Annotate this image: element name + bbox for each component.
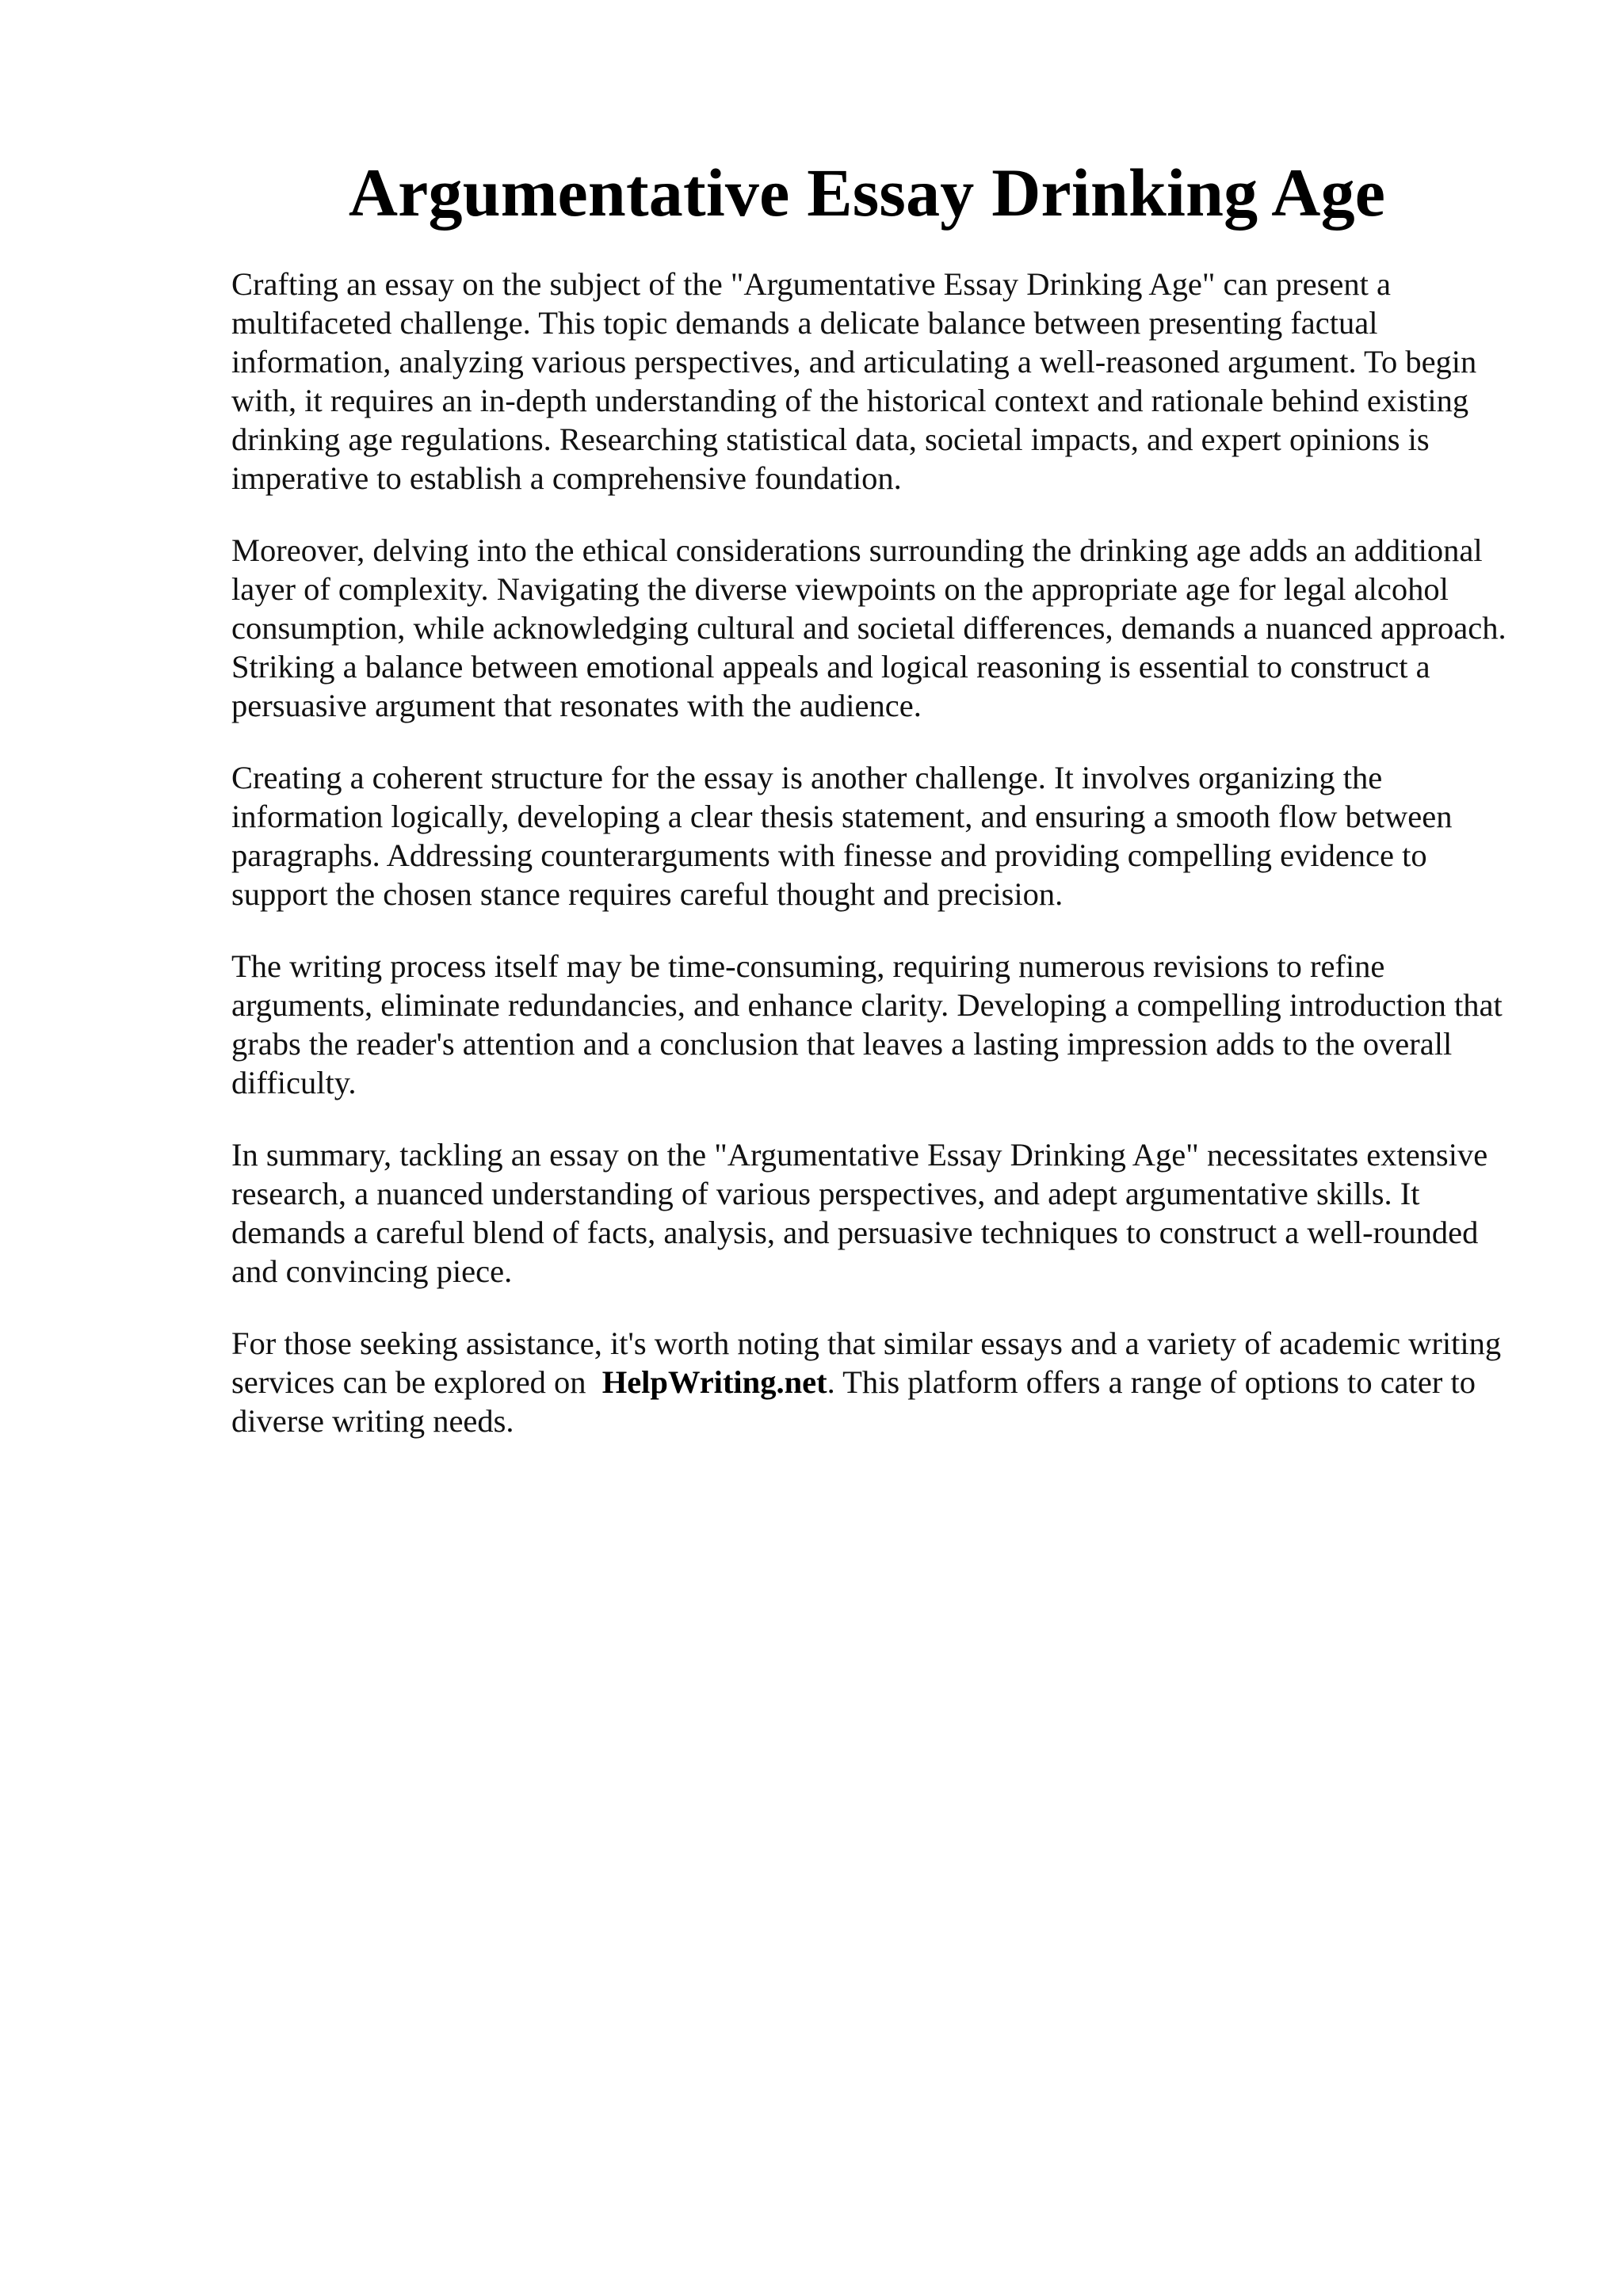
paragraph-6-intro: For those seeking assistance, it's worth noting that similar essays and a variety of academic writing services can be explored on bbox=[231, 1325, 1502, 1400]
paragraph-3: Creating a coherent structure for the essay is another challenge. It involves organizing the information logically, developing a clear thesis statement, and ensuring a smooth flow between paragraphs. Addressing counterarguments with finesse and providing compelling evidence to support the chosen stance requires careful thought and precision. bbox=[231, 760, 1453, 912]
paragraph-5: In summary, tackling an essay on the "Argumentative Essay Drinking Age" necessitates extensive research, a nuanced understanding of various perspectives, and adept argumentative skills. It demands a careful blend of facts, analysis, and persuasive techniques to construct a well-rounded and convincing piece. bbox=[231, 1137, 1488, 1289]
page-title: Argumentative Essay Drinking Age bbox=[348, 154, 1386, 231]
paragraph-2: Moreover, delving into the ethical considerations surrounding the drinking age adds an additional layer of complexity. Navigating the diverse viewpoints on the appropriate age for legal alcohol consumption, while acknowledging cultural and societal differences, demands a nuanced approach. Striking a balance between emotional appeals and logical reasoning is essential to construct a persuasive argument that resonates with the audience. bbox=[231, 532, 1507, 723]
paragraph-4: The writing process itself may be time-consuming, requiring numerous revisions to refine arguments, eliminate redundancies, and enhance clarity. Developing a compelling introduction that grabs the reader's attention and a conclusion that leaves a lasting impression adds to the overall difficulty. bbox=[231, 948, 1503, 1100]
paragraph-6 bbox=[231, 1324, 1515, 1440]
paragraph-1: Crafting an essay on the subject of the "Argumentative Essay Drinking Age" can present a multifaceted challenge. This topic demands a delicate balance between presenting factual information, analyzing various perspectives, and articulating a well-reasoned argument. To begin with, it requires an in-depth understanding of the historical context and rationale behind existing drinking age regulations. Researching statistical data, societal impacts, and expert opinions is imperative to establish a comprehensive foundation. bbox=[231, 266, 1477, 496]
essay-body bbox=[231, 265, 1515, 1474]
brand-name: HelpWriting.net bbox=[601, 1364, 827, 1400]
paragraph-6-outro: . This platform offers a range of options to cater to diverse writing needs. bbox=[231, 1364, 1476, 1439]
